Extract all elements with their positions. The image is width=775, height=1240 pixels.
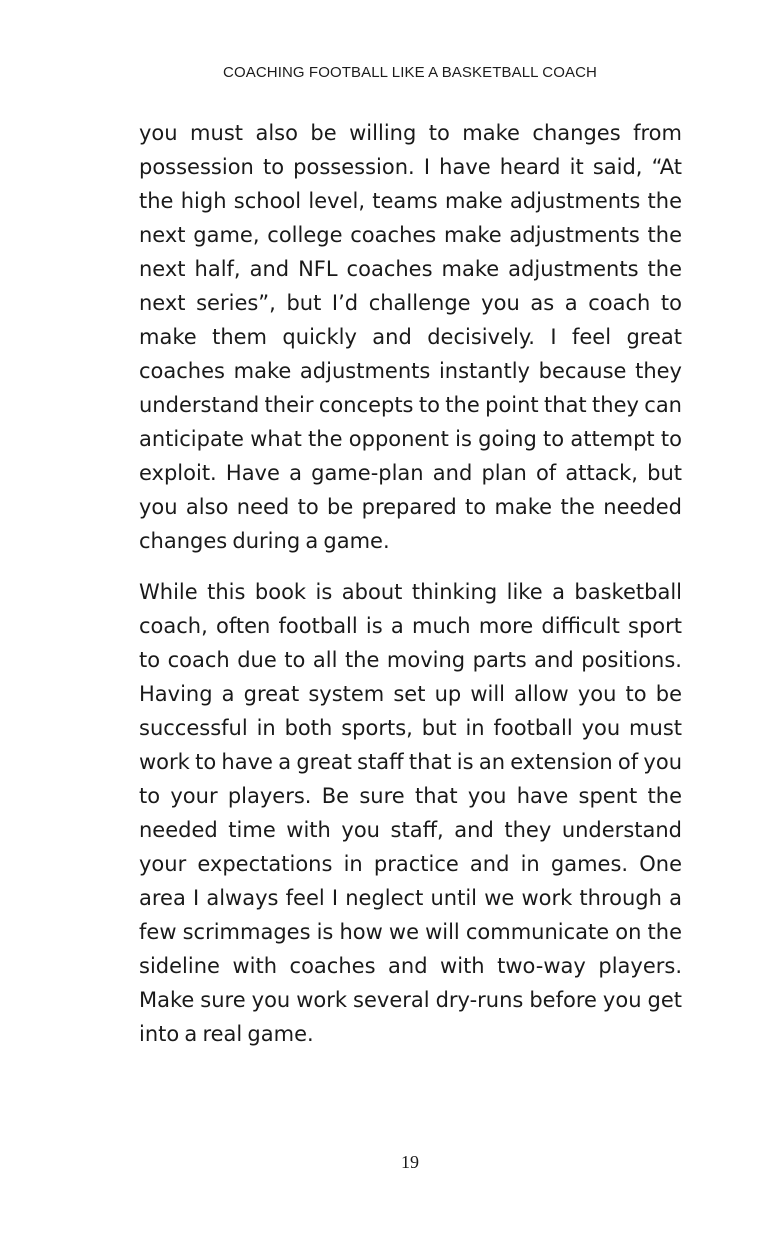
paragraph-1: you must also be willing to make changes from possession to possession. I have heard it said, “At the high school level, teams make adjustments the next game, college coaches make adjustments the next half, and NFL coaches make adjustments the next series”, but I’d challenge you as a coach to make them quickly and decisively. I feel great coaches make adjustments instantly because they understand their concepts to the point that they can anticipate what the opponent is going to attempt to exploit. Have a game-plan and plan of attack, but you also need to be prepared to make the needed changes during a game. — [139, 121, 682, 553]
page-number: 19 — [401, 1152, 419, 1172]
paragraph-2: While this book is about thinking like a basketball coach, often football is a much more difficult sport to coach due to all the moving parts and positions. Having a great system set up will allow you to be successful in both sports, but in football you must work to have a great staff that is an extension of you to your players. Be sure that you have spent the needed time with you staff, and they understand your expectations in practice and in games. One area I always feel I neglect until we work through a few scrimmages is how we will communicate on the sideline with coaches and with two-way players. Make sure you work several dry-runs before you get into a real game. — [139, 580, 682, 1046]
body-text — [139, 116, 682, 1068]
running-header: COACHING FOOTBALL LIKE A BASKETBALL COACH — [223, 64, 597, 81]
